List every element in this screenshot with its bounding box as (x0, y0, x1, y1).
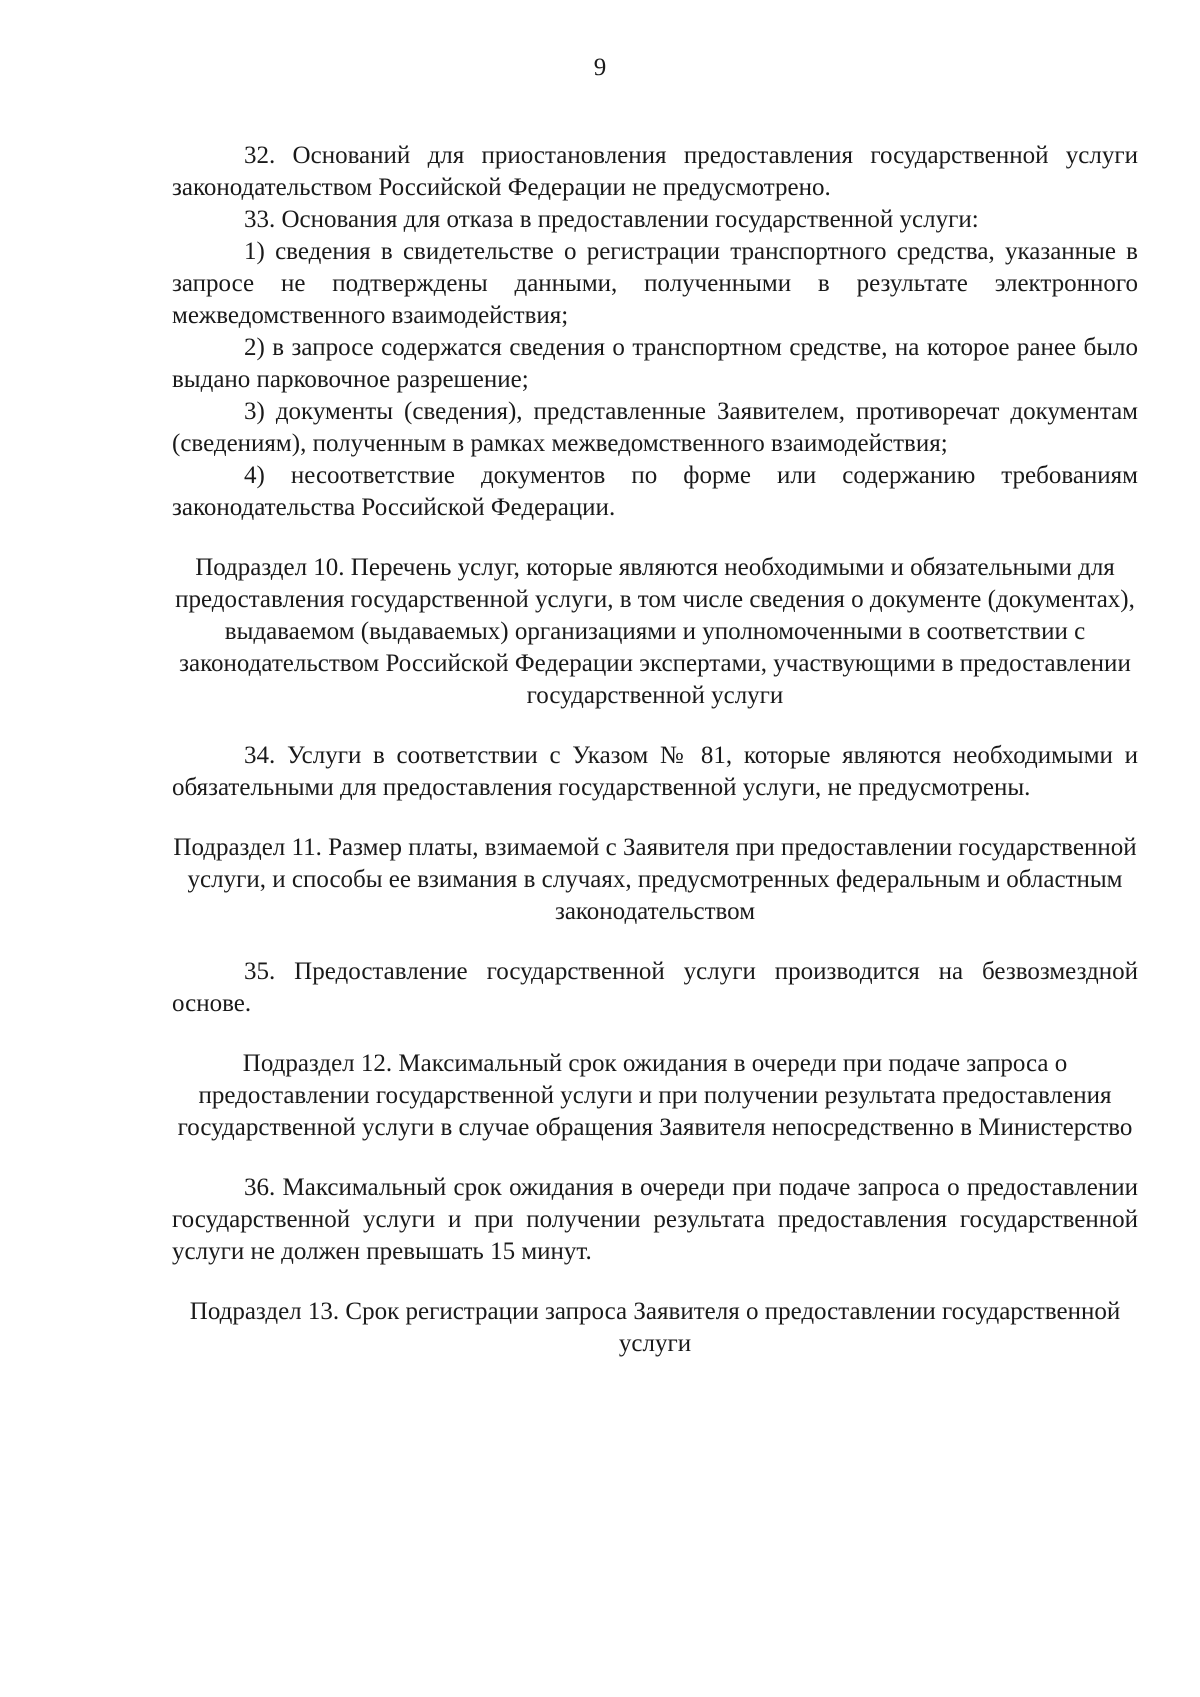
paragraph-33-item-3: 3) документы (сведения), представленные Заявителем, противоречат документам (сведениям), полученным в рамках межведомственного взаимодействия; (172, 398, 1138, 457)
paragraph-32: 32. Оснований для приостановления предоставления государственной услуги законодательством Российской Федерации не предусмотрено. (172, 142, 1138, 201)
paragraph-33-item-1: 1) сведения в свидетельстве о регистрации транспортного средства, указанные в запросе не подтверждены данными, полученными в результате электронного межведомственного взаимодействия; (172, 238, 1138, 329)
paragraph-35: 35. Предоставление государственной услуги производится на безвозмездной основе. (172, 958, 1138, 1017)
paragraph-36: 36. Максимальный срок ожидания в очереди при подаче запроса о предоставлении государственной услуги и при получении результата предоставления государственной услуги не должен превышать 15 минут. (172, 1174, 1138, 1265)
page-content (172, 140, 1138, 1360)
subsection-13-heading: Подраздел 13. Срок регистрации запроса Заявителя о предоставлении государственной услуги (189, 1298, 1121, 1357)
subsection-12-heading: Подраздел 12. Максимальный срок ожидания в очереди при подаче запроса о предоставлении государственной услуги и при получении результата предоставления государственной услуги в случае обращения Заявителя непосредственно в Министерство (177, 1050, 1133, 1141)
paragraph-33-item-4: 4) несоответствие документов по форме или содержанию требованиям законодательства Российской Федерации. (172, 462, 1138, 521)
paragraph-33-item-2: 2) в запросе содержатся сведения о транспортном средстве, на которое ранее было выдано парковочное разрешение; (172, 334, 1138, 393)
page-number: 9 (593, 54, 607, 81)
paragraph-34: 34. Услуги в соответствии с Указом № 81, которые являются необходимыми и обязательными для предоставления государственной услуги, не предусмотрены. (172, 742, 1138, 801)
subsection-11-heading: Подраздел 11. Размер платы, взимаемой с Заявителя при предоставлении государственной услуги, и способы ее взимания в случаях, предусмотренных федеральным и областным законодательством (173, 834, 1137, 925)
subsection-10-heading: Подраздел 10. Перечень услуг, которые являются необходимыми и обязательными для предоставления государственной услуги, в том числе сведения о документе (документах), выдаваемом (выдаваемых) организациями и уполномоченными в соответствии с законодательством Российской Федерации экспертами, участвующими в предоставлении государственной услуги (175, 554, 1135, 709)
paragraph-33: 33. Основания для отказа в предоставлении государственной услуги: (244, 206, 979, 233)
